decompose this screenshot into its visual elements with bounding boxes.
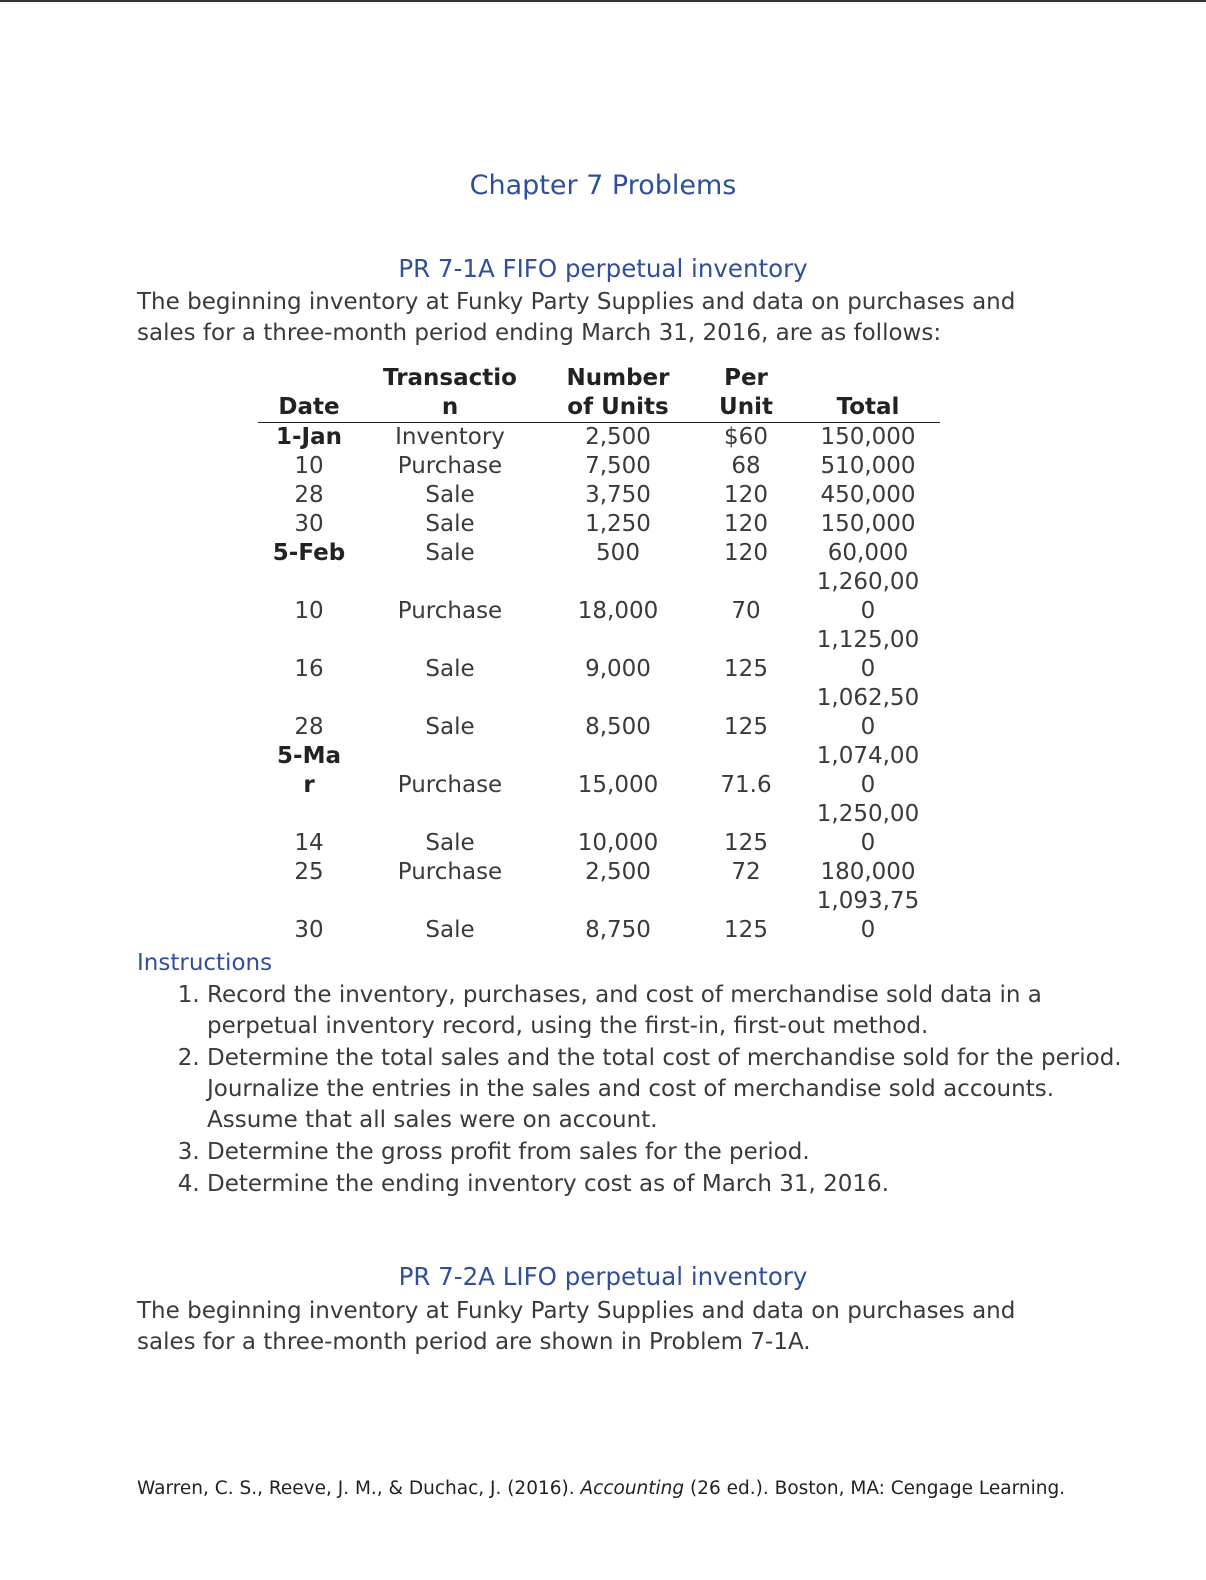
table-header-row	[258, 364, 940, 423]
cell-transaction: Inventory	[395, 424, 505, 450]
cell-transaction: Sale	[425, 540, 475, 566]
table-row	[258, 626, 940, 684]
cell-date: 5-Feb	[272, 540, 346, 566]
cell-date: 1-Jan	[275, 424, 342, 450]
cell-total: 1,260,00 0	[816, 569, 920, 624]
cell-transaction: Purchase	[397, 859, 503, 885]
cell-per-unit: 70	[731, 598, 761, 624]
problem1-intro-line1: The beginning inventory at Funky Party Supplies and data on purchases and	[137, 289, 1016, 315]
cell-units: 10,000	[577, 830, 659, 856]
cell-total: 510,000	[820, 453, 916, 479]
cell-date: 10	[294, 598, 324, 624]
inventory-table	[258, 364, 940, 945]
cell-total: 60,000	[827, 540, 909, 566]
cell-total: 1,062,50 0	[816, 685, 920, 740]
cell-units: 8,500	[585, 714, 651, 740]
citation-title: Accounting	[580, 1478, 685, 1499]
table-row	[258, 568, 940, 626]
cell-transaction: Sale	[425, 511, 475, 537]
cell-units: 15,000	[577, 772, 659, 798]
cell-transaction: Sale	[425, 830, 475, 856]
cell-units: 500	[596, 540, 640, 566]
cell-units: 7,500	[585, 453, 651, 479]
table-row	[258, 858, 940, 887]
cell-units: 18,000	[577, 598, 659, 624]
table-row	[258, 800, 940, 858]
cell-per-unit: 125	[724, 917, 768, 943]
cell-transaction: Sale	[425, 656, 475, 682]
cell-transaction: Purchase	[397, 772, 503, 798]
cell-total: 180,000	[820, 859, 916, 885]
instruction-item: 4. Determine the ending inventory cost as of March 31, 2016.	[207, 1169, 1137, 1200]
cell-units: 3,750	[585, 482, 651, 508]
citation-authors: Warren, C. S., Reeve, J. M., & Duchac, J. (2016).	[137, 1478, 581, 1499]
cell-total: 1,125,00 0	[816, 627, 920, 682]
cell-per-unit: 120	[724, 482, 768, 508]
cell-date: 25	[294, 859, 324, 885]
cell-per-unit: 125	[724, 714, 768, 740]
citation	[137, 1478, 1065, 1499]
header-total: Total	[796, 364, 940, 423]
header-transaction: Transactio n	[360, 364, 540, 423]
table-row	[258, 452, 940, 481]
instruction-item: 3. Determine the gross profit from sales for the period.	[207, 1137, 1137, 1168]
table-row	[258, 423, 940, 453]
cell-transaction: Purchase	[397, 598, 503, 624]
cell-total: 150,000	[820, 511, 916, 537]
cell-date: 14	[294, 830, 324, 856]
cell-units: 2,500	[585, 424, 651, 450]
header-date: Date	[258, 364, 360, 423]
cell-total: 450,000	[820, 482, 916, 508]
cell-date: 28	[294, 714, 324, 740]
table-row	[258, 481, 940, 510]
cell-date: 30	[294, 511, 324, 537]
cell-units: 8,750	[585, 917, 651, 943]
cell-per-unit: 120	[724, 540, 768, 566]
instructions-list	[137, 980, 1137, 1201]
citation-publisher: (26 ed.). Boston, MA: Cengage Learning.	[684, 1478, 1066, 1499]
cell-transaction: Sale	[425, 482, 475, 508]
cell-transaction: Sale	[425, 714, 475, 740]
instruction-item: 1. Record the inventory, purchases, and cost of merchandise sold data in a perpetual inventory record, using the first-in, first-out method.	[207, 980, 1137, 1042]
cell-per-unit: 68	[731, 453, 761, 479]
cell-date: 30	[294, 917, 324, 943]
problem2-intro-line1: The beginning inventory at Funky Party Supplies and data on purchases and	[137, 1298, 1016, 1324]
top-border-line	[0, 0, 1206, 2]
table-row	[258, 887, 940, 945]
cell-date: 10	[294, 453, 324, 479]
cell-per-unit: $60	[724, 424, 768, 450]
instruction-item: 2. Determine the total sales and the total cost of merchandise sold for the period. Journalize the entries in the sales and cost of merchandise sold accounts. Assume that all sales were on account.	[207, 1043, 1137, 1136]
cell-units: 2,500	[585, 859, 651, 885]
header-per-unit: Per Unit	[696, 364, 796, 423]
cell-total: 1,074,00 0	[816, 743, 920, 798]
cell-units: 1,250	[585, 511, 651, 537]
cell-units: 9,000	[585, 656, 651, 682]
problem1-heading: PR 7-1A FIFO perpetual inventory	[398, 254, 808, 283]
problem2-intro	[137, 1296, 1067, 1358]
table-row	[258, 510, 940, 539]
chapter-title: Chapter 7 Problems	[469, 170, 737, 201]
table-row	[258, 539, 940, 568]
header-number-of-units: Number of Units	[540, 364, 696, 423]
cell-total: 1,093,75 0	[816, 888, 920, 943]
table-row	[258, 742, 940, 800]
cell-per-unit: 72	[731, 859, 761, 885]
problem1-intro	[137, 287, 1067, 349]
problem2-heading: PR 7-2A LIFO perpetual inventory	[398, 1262, 808, 1291]
cell-date: 5-Ma r	[277, 743, 341, 798]
problem1-intro-line2: sales for a three-month period ending March 31, 2016, are as follows:	[137, 320, 942, 346]
cell-per-unit: 125	[724, 830, 768, 856]
cell-date: 28	[294, 482, 324, 508]
cell-total: 1,250,00 0	[816, 801, 920, 856]
cell-per-unit: 120	[724, 511, 768, 537]
cell-total: 150,000	[820, 424, 916, 450]
cell-per-unit: 125	[724, 656, 768, 682]
cell-per-unit: 71.6	[720, 772, 772, 798]
cell-transaction: Sale	[425, 917, 475, 943]
cell-date: 16	[294, 656, 324, 682]
problem2-intro-line2: sales for a three-month period are shown in Problem 7-1A.	[137, 1329, 811, 1355]
instructions-label: Instructions	[137, 950, 273, 976]
table-row	[258, 684, 940, 742]
cell-transaction: Purchase	[397, 453, 503, 479]
